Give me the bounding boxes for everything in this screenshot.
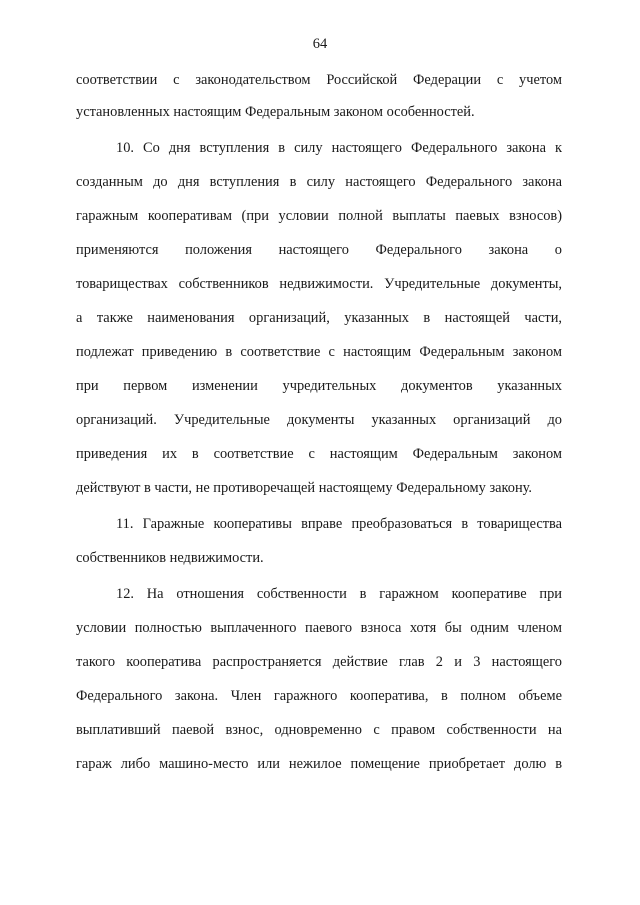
text-line: соответствии с законодательством Российской Федерации с учетом (76, 72, 562, 88)
text-line: подлежат приведению в соответствие с настоящим Федеральным законом (76, 344, 562, 360)
text-line: 12. На отношения собственности в гаражном кооперативе при (116, 586, 562, 602)
text-line: Федерального закона. Член гаражного кооператива, в полном объеме (76, 688, 562, 704)
text-line: собственников недвижимости. (76, 550, 264, 566)
text-line: действуют в части, не противоречащей настоящему Федеральному закону. (76, 480, 533, 496)
text-line: а также наименования организаций, указанных в настоящей части, (76, 310, 562, 326)
text-line: 10. Со дня вступления в силу настоящего Федерального закона к (116, 140, 562, 156)
text-line: применяются положения настоящего Федерального закона о (76, 242, 562, 258)
text-line: товариществах собственников недвижимости. Учредительные документы, (76, 276, 562, 292)
text-line: условии полностью выплаченного паевого взноса хотя бы одним членом (76, 620, 562, 636)
text-line: приведения их в соответствие с настоящим Федеральным законом (76, 446, 562, 462)
text-line: созданным до дня вступления в силу настоящего Федерального закона (76, 174, 562, 190)
text-line: 11. Гаражные кооперативы вправе преобразоваться в товарищества (116, 516, 562, 532)
text-line: при первом изменении учредительных документов указанных (76, 378, 562, 394)
text-line: гараж либо машино-место или нежилое помещение приобретает долю в (76, 756, 562, 772)
text-line: установленных настоящим Федеральным законом особенностей. (76, 104, 475, 120)
text-line: организаций. Учредительные документы указанных организаций до (76, 412, 562, 428)
page-number: 64 (312, 36, 328, 52)
text-line: такого кооператива распространяется действие глав 2 и 3 настоящего (76, 654, 562, 670)
text-line: выплативший паевой взнос, одновременно с правом собственности на (76, 722, 562, 738)
text-line: гаражным кооперативам (при условии полной выплаты паевых взносов) (76, 208, 562, 224)
